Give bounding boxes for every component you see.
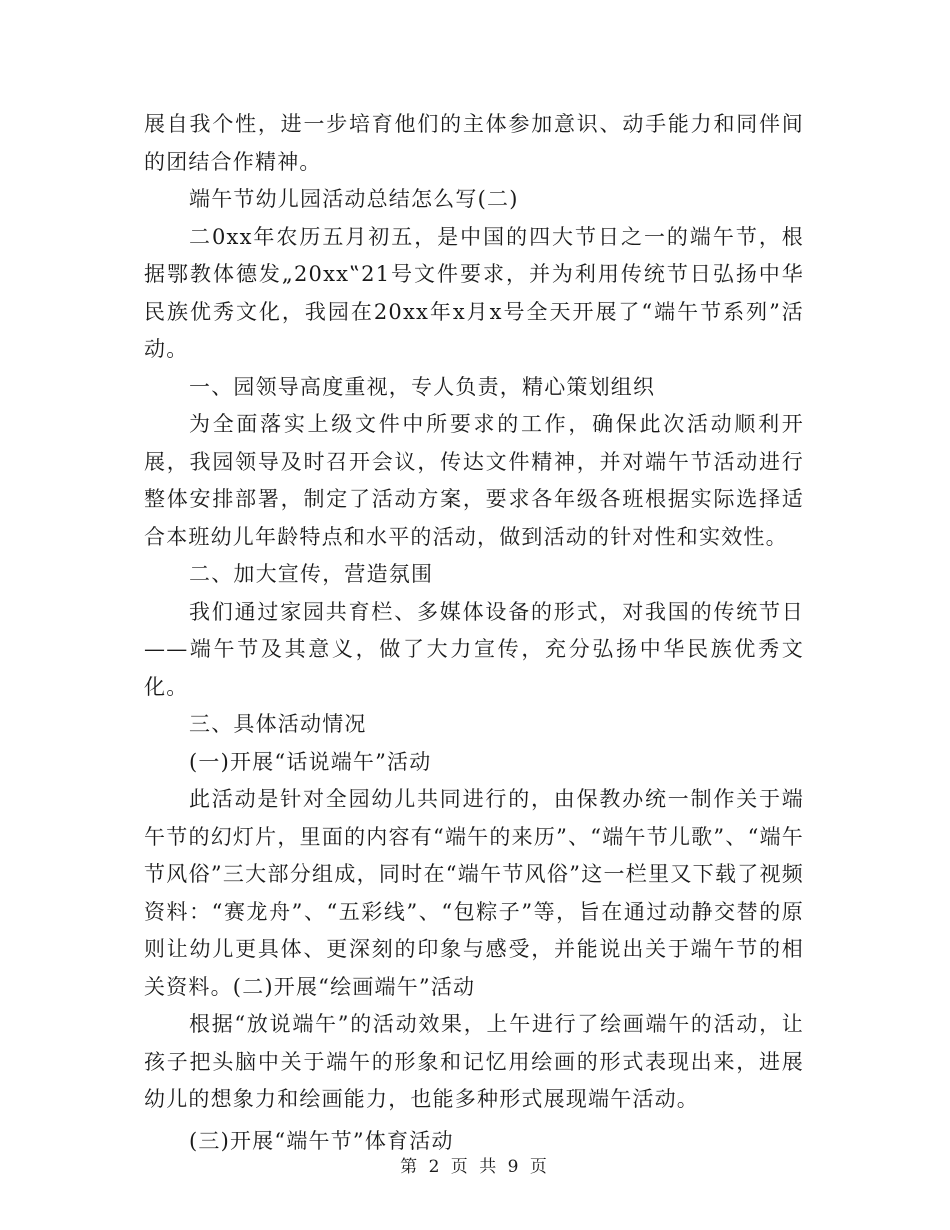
heading-two: 二、加大宣传，营造氛围 — [189, 562, 434, 586]
subheading-activity-one: (一)开展“话说端午”活动 — [189, 749, 432, 774]
paragraph-activity-one: 此活动是针对全园幼儿共同进行的，由保教办统一制作关于端午节的幻灯片，里面的内容有“端午的来历”、“端午节儿歌”、“端午节风俗”三大部分组成，同时在“端午节风俗”这一栏里又下载了视频资料：“赛龙舟”、“五彩线”、“包粽子”等，旨在通过动静交替的原则让幼儿更具体、更深刻的印象与感受，并能说出关于端午节的相关资料。(二)开展“绘画端午”活动 — [144, 787, 804, 999]
heading-one: 一、园领导高度重视，专人负责，精心策划组织 — [189, 374, 656, 399]
section-title: 端午节幼儿园活动总结怎么写(二) — [189, 187, 519, 211]
paragraph-publicity: 我们通过家园共育栏、多媒体设备的形式，对我国的传统节日——端午节及其意义，做了大力宣传，充分弘扬中华民族优秀文化。 — [144, 599, 804, 699]
document-body — [144, 106, 804, 1160]
paragraph-intro: 二0xx年农历五月初五，是中国的四大节日之一的端午节，根据鄂教体德发„20xx‟21号文件要求，并为利用传统节日弘扬中华民族优秀文化，我园在20xx年x月x号全天开展了“端午节系列”活动。 — [144, 224, 804, 361]
heading-three: 三、具体活动情况 — [189, 712, 367, 736]
paragraph-continuation: 展自我个性，进一步培育他们的主体参加意识、动手能力和同伴间的团结合作精神。 — [144, 112, 804, 174]
subheading-activity-three: (三)开展“端午节”体育活动 — [189, 1128, 454, 1153]
page-footer: 第 2 页 共 9 页 — [400, 1157, 550, 1177]
paragraph-activity-two: 根据“放说端午”的活动效果，上午进行了绘画端午的活动，让孩子把头脑中关于端午的形象和记忆用绘画的形式表现出来，进展幼儿的想象力和绘画能力，也能多种形式展现端午活动。 — [144, 1012, 804, 1111]
paragraph-organization: 为全面落实上级文件中所要求的工作，确保此次活动顺利开展，我园领导及时召开会议，传达文件精神，并对端午节活动进行整体安排部署，制定了活动方案，要求各年级各班根据实际选择适合本班幼儿年龄特点和水平的活动，做到活动的针对性和实效性。 — [144, 412, 804, 549]
